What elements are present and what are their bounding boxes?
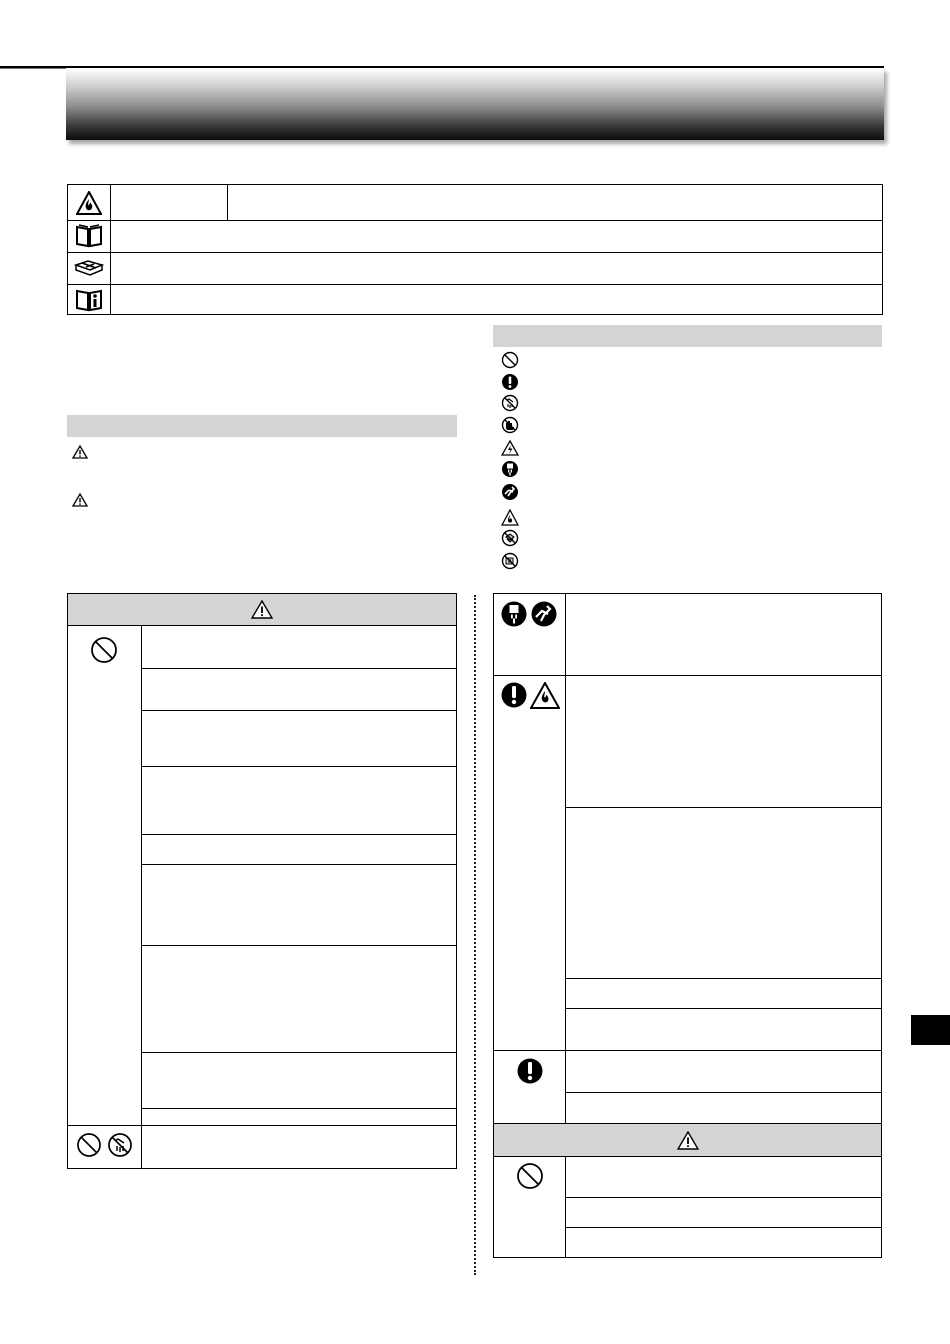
section-header-left bbox=[67, 415, 457, 437]
unplug-icon bbox=[499, 459, 521, 479]
fire-warning-icon bbox=[530, 682, 560, 709]
warning-table-header bbox=[68, 594, 456, 626]
fire-warning-icon bbox=[499, 507, 521, 527]
prohibited-icon bbox=[76, 1132, 102, 1158]
service-manual-icon bbox=[68, 252, 111, 284]
title-banner bbox=[66, 68, 884, 140]
column-separator bbox=[474, 595, 476, 1275]
no-water-icon bbox=[499, 393, 521, 413]
warning-table-right bbox=[493, 593, 882, 1258]
caution-triangle-icon bbox=[72, 493, 88, 507]
header-rule-tail bbox=[0, 68, 66, 69]
no-wet-hands-icon bbox=[499, 415, 521, 435]
manual-book-icon bbox=[68, 220, 111, 252]
symbol-label bbox=[110, 185, 228, 220]
unplug-icon bbox=[501, 600, 527, 628]
symbol-row bbox=[68, 185, 882, 221]
symbol-row bbox=[68, 284, 882, 315]
mandatory-icon bbox=[499, 372, 521, 392]
prohibited-icon bbox=[499, 350, 521, 370]
mandatory-icon bbox=[517, 1057, 543, 1085]
symbol-row bbox=[68, 220, 882, 253]
no-touch-icon bbox=[499, 551, 521, 571]
earth-ground-icon bbox=[499, 482, 521, 502]
no-water-icon bbox=[107, 1132, 133, 1158]
no-disassembly-icon bbox=[499, 528, 521, 548]
warning-triangle-icon bbox=[251, 600, 273, 619]
symbol-table bbox=[67, 184, 883, 315]
page-tab bbox=[911, 1015, 950, 1045]
warning-triangle-icon bbox=[72, 445, 88, 459]
earth-ground-icon bbox=[530, 600, 558, 628]
info-manual-icon bbox=[68, 284, 111, 315]
electric-shock-icon bbox=[499, 438, 521, 458]
caution-triangle-icon bbox=[677, 1131, 699, 1150]
section-header-right bbox=[493, 325, 882, 347]
mandatory-icon bbox=[501, 681, 527, 709]
prohibited-icon bbox=[516, 1162, 544, 1190]
flammable-warning-icon bbox=[68, 185, 111, 220]
prohibited-icon bbox=[90, 636, 118, 664]
caution-table-header bbox=[494, 1123, 881, 1157]
symbol-row bbox=[68, 252, 882, 285]
warning-table bbox=[67, 593, 457, 1169]
